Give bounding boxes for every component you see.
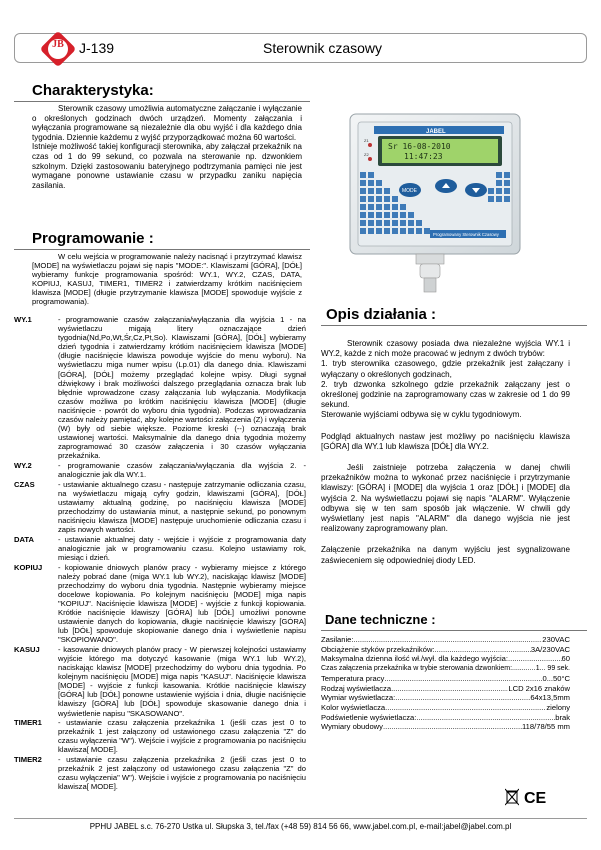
divider — [14, 249, 310, 250]
function-item — [14, 461, 306, 479]
characteristics-p1: Sterownik czasowy umożliwia automatyczne załączanie i wyłączanie o określonych godzinach dwóch urządzeń. Momenty załączania i wyłączania programowane są niezależnie dla obu wyjść i dla każdego dnia tygodnia. Dziennie każdemu z wyjść przyporządkować można 60 wartości. — [32, 104, 302, 142]
spec-value: 230VAC — [542, 635, 570, 644]
operation-p2: 1. tryb sterownika czasowego, gdzie przekaźnik jest załączany i wyłączany o określonych godzinach, — [321, 359, 570, 379]
spec-row — [321, 635, 570, 645]
spec-value: 1... 99 sek. — [535, 665, 570, 673]
device-footer-label: Programowany Sterownik Czasowy — [433, 232, 499, 237]
spec-value: 60 — [561, 654, 570, 664]
function-term: KASUJ — [14, 644, 40, 654]
spec-label: Rodzaj wyświetlacza — [321, 683, 392, 693]
spec-label: Czas załączenia przekaźnika w trybie sterowania dzwonkiem: — [321, 665, 513, 673]
model-number: J-139 — [79, 40, 115, 56]
function-desc: - programowanie czasów załączania/wyłączania dla wyjścia 1 - na wyświetlaczu migają litery oznaczające dzień tygodnia(Nd,Po,Wt,Śr,Cz,Pt,So). Klawiszami [GÓRA], [DÓŁ] wybieramy dzień tygodnia i zatwierdzamy krótkim naciśnięciem klawisza [MODE] (długie naciśnięcie klawisza powoduje wyjście do menu wyboru). Na wyświetlaczu miga numer wpisu (Lp.01) dla danego dnia. Klawiszami [GÓRA], [DÓŁ] możemy przeglądać kolejne wpisy. Długi sygnał dźwiękowy i brak możliwości dalszego przeglądania oznacza brak lub błędnie wprowadzone czasy załączania lub wyłączania. Modyfikacja czasów możliwa po krótkim naciśnięciu klawisza [MODE] (długie naciśnięcie - powrót do wyboru dnia tygodnia). Podczas wprowadzania czasów należy pamiętać, aby kolejne wartości załączenia (Z) i wyłączenia (W) były od siebie większe. Poziome kreski (--) oznaczają brak ustawionej wartości. Maksymalnie dla danego dnia tygodnia możemy zaprogramować 30 czasów załączenia i 30 czasów wyłączania przekaźnika. — [58, 315, 306, 461]
led2-indicator — [368, 157, 372, 161]
page-title: Sterownik czasowy — [263, 40, 383, 56]
function-item — [14, 535, 306, 562]
function-item — [14, 755, 306, 791]
function-desc: - ustawianie czasu załączenia przekaźnika 2 (jeśli czas jest 0 to przekaźnik 2 jest załączony od ustawionego czasu załączenia "Z" do czasu wyłączenia" W"). Wejście i wyjście z programowania po naciśnięciu klawisza[ MODE]. — [58, 755, 306, 792]
specs-list — [321, 635, 570, 732]
spec-row — [321, 654, 570, 664]
spec-value: zielony — [546, 702, 570, 712]
spec-label: Zasilanie: — [321, 635, 354, 644]
function-desc: - ustawianie czasu załączenia przekaźnika 1 (jeśli czas jest 0 to przekaźnik 1 jest załączony od ustawionego czasu załączenia "Z" do czasu wyłączenia "W"). Wejście i wyjście z programowania po naciśnięciu klawisza[ MODE]. — [58, 718, 306, 755]
function-term: WY.2 — [14, 461, 32, 470]
device-photo — [346, 112, 530, 296]
spec-value: 3A/230VAC — [530, 644, 570, 654]
function-item — [14, 480, 306, 535]
spec-row — [321, 684, 570, 694]
spec-label: Podświetlenie wyświetlacza: — [321, 712, 417, 722]
spec-label: Wymiary obudowy — [321, 722, 383, 732]
operation-p4: Sterowanie wyjściami odbywa się w cyklu tygodniowym. — [321, 410, 522, 420]
programming-heading: Programowanie : — [32, 230, 154, 247]
spec-value: 118/78/55 mm — [522, 722, 570, 732]
operation-p5: Podgląd aktualnych nastaw jest możliwy po naciśnięciu klawisza [GÓRA] dla WY.1 lub klawisza [DÓŁ] dla WY.2. — [321, 431, 570, 451]
page-footer: PPHU JABEL s.c. 76-270 Ustka ul. Słupska 3, tel./fax (+48 59) 814 56 66, www.jabel.com.pl, e-mail:jabel@jabel.com.pl — [89, 822, 512, 831]
function-term: WY.1 — [14, 315, 32, 324]
function-item — [14, 315, 306, 461]
spec-label: Wymiar wyświetlacza: — [321, 693, 396, 703]
function-desc: - ustawianie aktualnego czasu - następuje zatrzymanie odliczania czasu, na wyświetlaczu migają cyfry godzin, klawiszami [GÓRA], [DÓŁ] ustawiamy aktualną godzinę, po naciśnięciu klawisza [MODE] przechodzimy do ustawiania minut, a następnie sekund, po ponownym naciśnięciu klawisza [MODE] następuje uruchomienie odliczania czasu i zapis nowych wartości. — [58, 479, 306, 535]
lcd-line2: 11:47:23 — [404, 152, 443, 161]
function-desc: - ustawianie aktualnej daty - wejście i wyjście z programowania daty analogicznie jak w programowaniu czasu. Kolejno ustawiamy rok, miesiąc i dzień. — [58, 534, 306, 562]
function-term: TIMER2 — [14, 755, 42, 764]
led2-label: Z2 — [364, 152, 369, 157]
lcd-line1: Sr 16-08-2010 — [388, 142, 451, 151]
spec-row — [321, 693, 570, 703]
spec-row — [321, 674, 570, 684]
programming-intro-text: W celu wejścia w programowanie należy nacisnąć i przytrzymać klawisz [MODE] na wyświetlaczu pojawi się napis "MODE:". Klawiszami [GÓRA], [DÓŁ] wybieramy funkcje programowania spośród: WY.1, WY.2, CZAS, DATA, KOPIUJ, KASUJ, TIMER1, TIMER2 i zatwierdzamy krótkim naciśnięciem klawisza [MODE] (długie przytrzymanie klawisza [MODE] spowoduje wyjście z programowania). — [32, 252, 302, 307]
weee-bin-icon — [505, 788, 519, 806]
spec-value: LCD 2x16 znaków — [508, 683, 570, 693]
spec-row — [321, 645, 570, 655]
divider — [321, 325, 587, 326]
page-header — [14, 33, 587, 63]
spec-row — [321, 713, 570, 723]
programming-intro — [32, 252, 302, 307]
programming-functions — [14, 315, 306, 792]
footer-divider — [14, 818, 587, 819]
logo-text: JB — [52, 39, 64, 50]
characteristics-p2: Istnieje możliwość takiej konfiguracji sterownika, aby załączał przekaźnik na czas od 1 do 99 sekund, co pozwala na sterowanie np. dzwonkiem szkolnym. Dzięki zastosowaniu bateryjnego podtrzymania pamięci nie jest wymagane ponowne ustawianie czasu w przypadku zaniku napięcia zasilania. — [32, 142, 302, 190]
device-brand: JABEL — [426, 129, 446, 135]
function-desc: - programowanie czasów załączania/wyłączania dla wyjścia 2. - analogicznie jak dla WY.1. — [58, 461, 306, 480]
specs-heading: Dane techniczne : — [325, 612, 436, 627]
spec-value: brak — [555, 712, 570, 722]
divider — [321, 630, 587, 631]
operation-p1: Sterownik czasowy posiada dwa niezależne wyjścia WY.1 i WY.2, każde z nich może pracować w jednym z dwóch trybów: — [321, 339, 570, 359]
mode-button-label: MODE — [402, 188, 417, 194]
spec-value: 0...50°C — [542, 673, 570, 683]
function-term: DATA — [14, 534, 34, 544]
operation-heading: Opis działania : — [326, 306, 437, 323]
function-term: KOPIUJ — [14, 562, 43, 572]
led1-indicator — [368, 143, 372, 147]
operation-p6: Jeśli zaistnieje potrzeba załączenia w danej chwili przekaźników można to wykonać przez naciśnięcie i przytrzymanie klawiszy: [GÓRA] i [MODE] dla wyjścia 1 oraz [DÓŁ] i [MODE] dla wyjścia 2. Na wyświetlaczu pojawi się napis "ALARM". Wyłączenie odbywa się w ten sam sposób jak włączenie. W chwili gdy wyświetlany jest napis "ALARM" dla danego wyjścia nie jest realizowany zaprogramowany plan. — [321, 463, 570, 534]
function-desc: - kopiowanie dniowych planów pracy - wybieramy miejsce z którego należy pobrać dane (miga WY.1 lub WY.2), naciskając klawisz [MODE] przechodzimy do wyboru dnia tygodnia. Następnie wybieramy miejsce docelowe kopiowania. Po kolejnym naciśnięciu [MODE] miga napis "KOPIUJ". Naciśnięcie klawisza [MODE] - wyjście z funkcji kopiowania. Krótkie naciśnięcie klawiszy [GÓRA] lub [DÓŁ] umożliwi ponowne ustawienie danych do kopiowania, długie naciśnięcie klawiszy [GÓRA] lub [DÓŁ] spowoduje skopiowanie danego dnia i wyświetlenie napisu "SKOPIOWANO". — [58, 562, 306, 645]
spec-label: Kolor wyświetlacza — [321, 702, 386, 712]
function-term: TIMER1 — [14, 718, 42, 728]
function-item — [14, 718, 306, 754]
operation-p7: Załączenie przekaźnika na danym wyjściu jest sygnalizowane zaświeceniem się odpowiedniej diody LED. — [321, 545, 570, 565]
characteristics-heading: Charakterystyka: — [32, 82, 154, 99]
spec-label: Temperatura pracy — [321, 673, 385, 683]
function-item — [14, 645, 306, 718]
spec-label: Maksymalna dzienna ilość wł./wył. dla każdego wyjścia: — [321, 654, 508, 664]
spec-row — [321, 722, 570, 732]
spec-row — [321, 703, 570, 713]
function-desc: - kasowanie dniowych planów pracy - W pierwszej kolejności ustawiamy wyjście którego ma dotyczyć kasowanie (miga WY.1 lub WY.2), naciskając klawisz [MODE] przechodzimy do wyboru dnia tygodnia. Po kolejnym naciśnięciu [MODE] miga napis "KASUJ". Naciśnięcie klawisza [MODE] - wyjście z funkcji kasowania. Krótkie naciśnięcie klawiszy [GÓRA] lub [DÓŁ] ponowne ustawienie wyjścia i dnia, długie naciśnięcie klawiszy [GÓRA] lub [DÓŁ] spowoduje skasowanie danego dnia i wyświetlenie napisu "SKASOWANO". — [58, 644, 306, 718]
spec-row — [321, 664, 570, 674]
led1-label: Z1 — [364, 138, 369, 143]
function-item — [14, 563, 306, 645]
characteristics-text — [32, 104, 302, 190]
ce-mark: CE — [524, 790, 547, 807]
function-term: CZAS — [14, 479, 35, 489]
operation-p3: 2. tryb dzwonka szkolnego gdzie przekaźnik załączany jest o określonej godzinie na zaprogramowany czas w zakresie od 1 do 99 sekund. — [321, 379, 570, 410]
spec-value: 64x13,5mm — [530, 693, 570, 703]
spec-label: Obciążenie styków przekaźników: — [321, 644, 435, 654]
divider — [14, 101, 310, 102]
operation-text — [321, 339, 570, 566]
